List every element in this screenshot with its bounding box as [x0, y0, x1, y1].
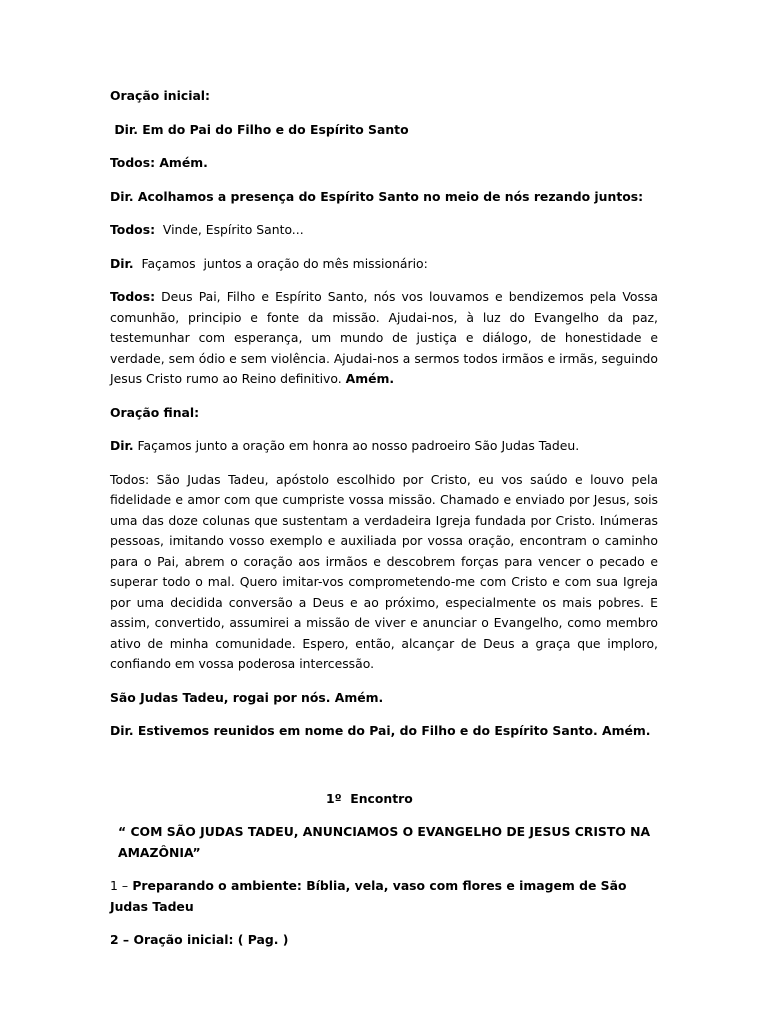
item-2-line: 2 – Oração inicial: ( Pag. ) — [110, 932, 289, 947]
todos-amen-line: Todos: Amém. — [110, 155, 208, 170]
missionary-prayer-text: Deus Pai, Filho e Espírito Santo, nós vos louvamos e bendizemos pela Vossa comunhão, principio e fonte da missão. Ajudai-nos, à luz do Evangelho da paz, testemunhar com esperança, um mundo de justiça e diálogo, de honestidade e verdade, sem ódio e sem violência. Ajudai-nos a sermos todos irmãos e irmãs, seguindo Jesus Cristo rumo ao Reino definitivo. — [110, 289, 658, 386]
dismissal-line: Dir. Estivemos reunidos em nome do Pai, do Filho e do Espírito Santo. Amém. — [110, 723, 651, 738]
saint-jude-prayer-paragraph: Todos: São Judas Tadeu, apóstolo escolhido por Cristo, eu vos saúdo e louvo pela fidelidade e amor com que cumpriste vossa missão. Chamado e enviado por Jesus, sois uma das doze colunas que sustentam a verdadeira Igreja fundada por Cristo. Inúmeras pessoas, imitando vosso exemplo e auxiliada por vossa oração, encontram o caminho para o Pai, abrem o coração aos irmãos e descobrem forças para vencer o pecado e superar todo o mal. Quero imitar-vos comprometendo-me com Cristo e com sua Igreja por uma decidida conversão a Deus e ao próximo, especialmente os mais pobres. E assim, convertido, assumirei a missão de viver e anunciar o Evangelho, como membro ativo de minha comunidade. Espero, então, alcançar de Deus a graça que imploro, confiando em vossa poderosa intercessão. — [110, 471, 658, 671]
dir-label: Dir. — [110, 255, 134, 271]
todos-vinde-line — [110, 220, 658, 241]
dir-closing-line — [110, 436, 658, 457]
encounter-title: 1º Encontro — [326, 790, 413, 806]
item-1-text: Preparando o ambiente: Bíblia, vela, vaso com flores e imagem de São Judas Tadeu — [110, 878, 627, 914]
item-1-number: 1 – — [110, 878, 129, 893]
dir-missionary-text: Façamos juntos a oração do mês missionário: — [133, 255, 428, 271]
dir-missionary-line — [110, 254, 658, 275]
todos-vinde-text: Vinde, Espírito Santo... — [155, 222, 304, 237]
invocation-line: São Judas Tadeu, rogai por nós. Amém. — [110, 689, 384, 705]
closing-prayer-heading: Oração final: — [110, 404, 200, 420]
dir-trinity-line: Dir. Em do Pai do Filho e do Espírito Santo — [110, 121, 409, 137]
dir-label: Dir. — [110, 438, 134, 453]
missionary-prayer-paragraph — [110, 287, 658, 390]
missionary-prayer-amen: Amém. — [345, 371, 395, 386]
item-1-line — [110, 876, 658, 917]
opening-prayer-heading: Oração inicial: — [110, 88, 211, 103]
dir-welcome-line: Dir. Acolhamos a presença do Espírito Santo no meio de nós rezando juntos: — [110, 188, 644, 204]
todos-label: Todos: — [110, 289, 156, 304]
dir-closing-text: Façamos junto a oração em honra ao nosso padroeiro São Judas Tadeu. — [133, 438, 580, 453]
todos-label: Todos: — [110, 222, 156, 237]
encounter-theme: “ COM SÃO JUDAS TADEU, ANUNCIAMOS O EVANGELHO DE JESUS CRISTO NA AMAZÔNIA” — [118, 824, 651, 860]
section-spacer — [110, 755, 658, 789]
